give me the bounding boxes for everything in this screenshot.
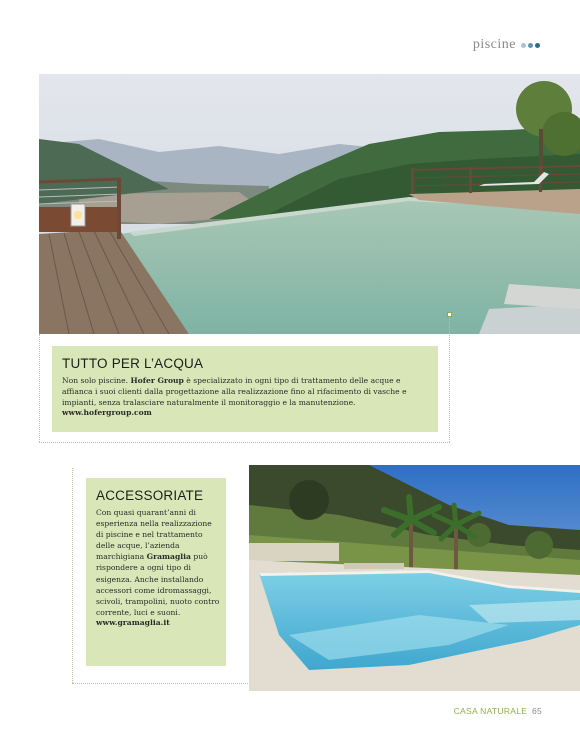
section-dot (535, 43, 540, 48)
guide-line (39, 334, 40, 442)
caption-box-hofer (52, 346, 438, 432)
caption-text-part: può rispondere a ogni tipo di esigenza. Anche installando accessori come idromassaggi, scivoli, trampolini, nuoto contro corrente, luci e suoni. (96, 552, 220, 617)
section-dot (528, 43, 533, 48)
infinity-pool-photo (39, 74, 580, 334)
garden-pool-illustration (249, 465, 580, 691)
caption-link[interactable]: www.hofergroup.com (62, 408, 152, 418)
garden-pool-photo (249, 465, 580, 691)
page-footer (454, 706, 542, 716)
caption-text-part: Con quasi quarant’anni di esperienza nella realizzazione di piscine e nel trattamento delle acque, l’azienda marchigiana (96, 508, 212, 562)
guide-line (39, 442, 450, 443)
caption-brand: Gramaglia (146, 552, 191, 562)
caption-text-part: Non solo piscine. (62, 376, 131, 385)
guide-line (72, 468, 73, 683)
guide-line (449, 314, 450, 442)
infinity-pool-illustration (39, 74, 580, 334)
caption-text-part: è specializzato in ogni tipo di trattamento delle acque e affianca i suoi clienti dalla progettazione alla realizzazione fino al rifacimento di vasche e impianti, senza tralasciare naturalmente il monitoraggio e la manutenzione. (62, 376, 407, 408)
caption-text (62, 375, 430, 408)
caption-brand: Hofer Group (130, 376, 184, 385)
section-dot (521, 43, 526, 48)
page-number: 65 (531, 706, 542, 716)
section-dots (521, 43, 540, 48)
magazine-name: CASA NATURALE (453, 706, 528, 716)
caption-text (96, 507, 220, 618)
guide-marker (447, 312, 452, 317)
caption-title: TUTTO PER L’ACQUA (62, 356, 204, 371)
caption-link[interactable]: www.gramaglia.it (96, 617, 170, 627)
caption-box-gramaglia (86, 478, 226, 666)
section-header (473, 37, 540, 53)
caption-title: ACCESSORIATE (96, 488, 204, 503)
section-title: piscine (472, 37, 516, 52)
